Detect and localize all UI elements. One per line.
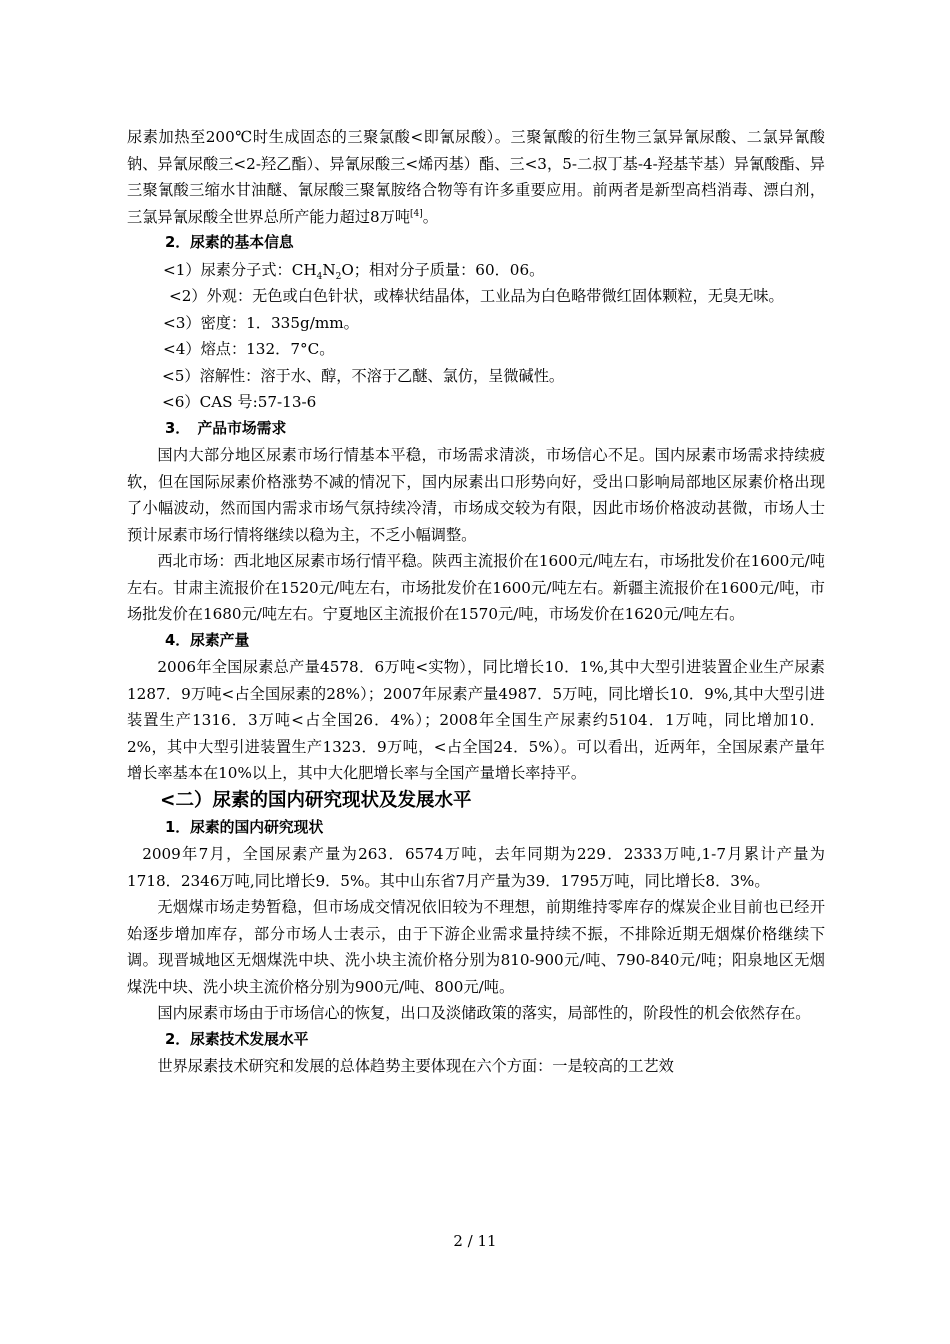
list-item-density: <3）密度：1．335g/mm。 [163,313,359,332]
section-heading-market-demand: 3． 产品市场需求 [165,419,287,437]
list-item-appearance: <2）外观：无色或白色针状，或棒状结晶体，工业品为白色略带微红固体颗粒，无臭无味。 [169,287,784,305]
paragraph-july-output: 2009年7月，全国尿素产量为263．6574万吨，去年同期为229．2333万吨,1-7月累计产量为1718．2346万吨,同比增长9．5%。其中山东省7月产量为39．1795万吨，同比增长8．3%。 [127,845,825,890]
paragraph-output-stats: 2006年全国尿素总产量4578．6万吨<实物），同比增长10．1%,其中大型引进装置企业生产尿素1287．9万吨<占全国尿素的28%）；2007年尿素产量4987．5万吨，同比增长10．9%,其中大型引进装置生产1316．3万吨<占全国26．4%）；2008年全国生产尿素约5104．1万吨，同比增加10．2%，其中大型引进装置生产1323．9万吨，<占全国24．5%）。可以看出，近两年，全国尿素产量年增长率基本在10%以上，其中大化肥增长率与全国产量增长率持平。 [127,658,825,782]
section-heading-basic-info: 2．尿素的基本信息 [165,234,294,251]
list-item-melting-point: <4）熔点：132．7°C。 [163,340,335,358]
paragraph-tech-trends: 世界尿素技术研究和发展的总体趋势主要体现在六个方面：一是较高的工艺效 [157,1057,674,1075]
paragraph-anthracite-market: 无烟煤市场走势暂稳，但市场成交情况依旧较为不理想，前期维持零库存的煤炭企业目前也已经开始逐步增加库存，部分市场人士表示，由于下游企业需求量持续不振，不排除近期无烟煤价格继续下调。现晋城地区无烟煤洗中块、洗小块主流价格分别为810-900元/吨、790-840元/吨；阳泉地区无烟煤洗中块、洗小块主流价格分别为900元/吨、800元/吨。 [127,898,825,996]
page-number: 2 / 11 [453,1232,497,1250]
section-heading-tech-level: 2．尿素技术发展水平 [165,1030,309,1048]
paragraph-cyanuric-acid: 尿素加热至200℃时生成固态的三聚氯酸<即氰尿酸）。三聚氰酸的衍生物三氯异氰尿酸、二氯异氰酸钠、异氰尿酸三<2-羟乙酯）、异氰尿酸三<烯丙基）酯、三<3，5-二叔丁基-4-羟基苄基）异氰酸酯、异三聚氰酸三缩水甘油醚、氰尿酸三聚氰胺络合物等有许多重要应用。前两者是新型高档消毒、漂白剂，三氯异氰尿酸全世界总所产能力超过8万吨[4]。 [127,128,825,226]
section-heading-output: 4．尿素产量 [165,631,250,649]
paragraph-text: 尿素加热至200℃时生成固态的三聚氯酸<即氰尿酸）。三聚氰酸的衍生物三氯异氰尿酸、二氯异氰酸钠、异氰尿酸三<2-羟乙酯）、异氰尿酸三<烯丙基）酯、三<3，5-二叔丁基-4-羟基苄基）异氰酸酯、异三聚氰酸三缩水甘油醚、氰尿酸三聚氰胺络合物等有许多重要应用。前两者是新型高档消毒、漂白剂，三氯异氰尿酸全世界总所产能力超过8万吨 [127,128,825,226]
paragraph-market-overview: 国内大部分地区尿素市场行情基本平稳，市场需求清淡，市场信心不足。国内尿素市场需求持续疲软，但在国际尿素价格涨势不减的情况下，国内尿素出口形势向好，受出口影响局部地区尿素价格出现了小幅波动，然而国内需求市场气氛持续冷清，市场成交较为有限，因此市场价格波动甚微，市场人士预计尿素市场行情将继续以稳为主，不乏小幅调整。 [127,446,825,544]
citation-ref[interactable]: [4] [410,208,423,219]
chapter-heading-domestic-status: <二）尿素的国内研究现状及发展水平 [160,789,472,811]
list-item-solubility: <5）溶解性：溶于水、醇，不溶于乙醚、氯仿，呈微碱性。 [162,366,565,385]
list-item-formula: <1）尿素分子式：$CH_4N_2O$；相对分子质量：60．06。 [163,260,545,282]
paragraph-domestic-opportunity: 国内尿素市场由于市场信心的恢复，出口及淡储政策的落实，局部性的，阶段性的机会依然存在。 [157,1004,811,1022]
document-page [127,124,825,1080]
list-item-cas: <6）CAS 号:57-13-6 [162,393,317,411]
section-heading-domestic-research: 1．尿素的国内研究现状 [165,818,324,836]
paragraph-northwest-market: 西北市场：西北地区尿素市场行情平稳。陕西主流报价在1600元/吨左右，市场批发价在1600元/吨左右。甘肃主流报价在1520元/吨左右，市场批发价在1600元/吨左右。新疆主流报价在1600元/吨，市场批发价在1680元/吨左右。宁夏地区主流报价在1570元/吨，市场发价在1620元/吨左右。 [127,552,825,623]
